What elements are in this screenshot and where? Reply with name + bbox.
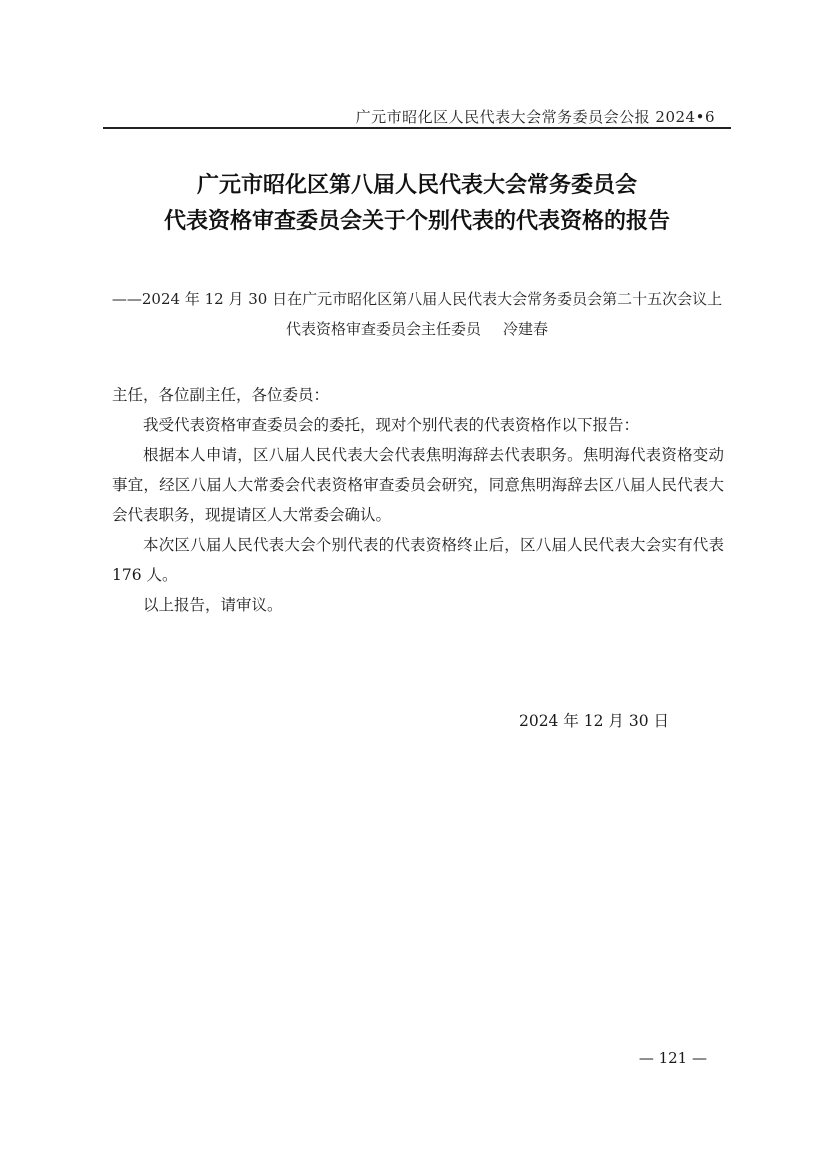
paragraph-3: 本次区八届人民代表大会个别代表的代表资格终止后，区八届人民代表大会实有代表 176 人。 [112, 536, 724, 584]
document-title [103, 168, 731, 240]
document-subtitle [103, 284, 731, 344]
title-line-2: 代表资格审查委员会关于个别代表的代表资格的报告 [163, 209, 670, 234]
header-rule [103, 127, 731, 129]
subtitle-line-2 [103, 314, 731, 344]
report-body [112, 380, 724, 620]
salutation: 主任，各位副主任，各位委员： [112, 386, 330, 404]
subtitle-line-1: ——2024 年 12 月 30 日在广元市昭化区第八届人民代表大会常务委员会第二十五次会议上 [111, 290, 723, 308]
speaker-role: 代表资格审查委员会主任委员 [285, 320, 481, 338]
speaker-name: 冷建春 [503, 320, 549, 338]
paragraph-2: 根据本人申请，区八届人民代表大会代表焦明海辞去代表职务。焦明海代表资格变动事宜，经区八届人大常委会代表资格审查委员会研究，同意焦明海辞去区八届人民代表大会代表职务，现提请区人大常委会确认。 [112, 446, 724, 524]
page-number: — 121 — [638, 1049, 707, 1067]
paragraph-1: 我受代表资格审查委员会的委托，现对个别代表的代表资格作以下报告： [143, 416, 640, 434]
running-header: 广元市昭化区人民代表大会常务委员会公报 2024•6 [355, 108, 715, 126]
report-date: 2024 年 12 月 30 日 [518, 712, 669, 730]
paragraph-4: 以上报告，请审议。 [143, 596, 283, 614]
title-line-1: 广元市昭化区第八届人民代表大会常务委员会 [196, 173, 637, 198]
